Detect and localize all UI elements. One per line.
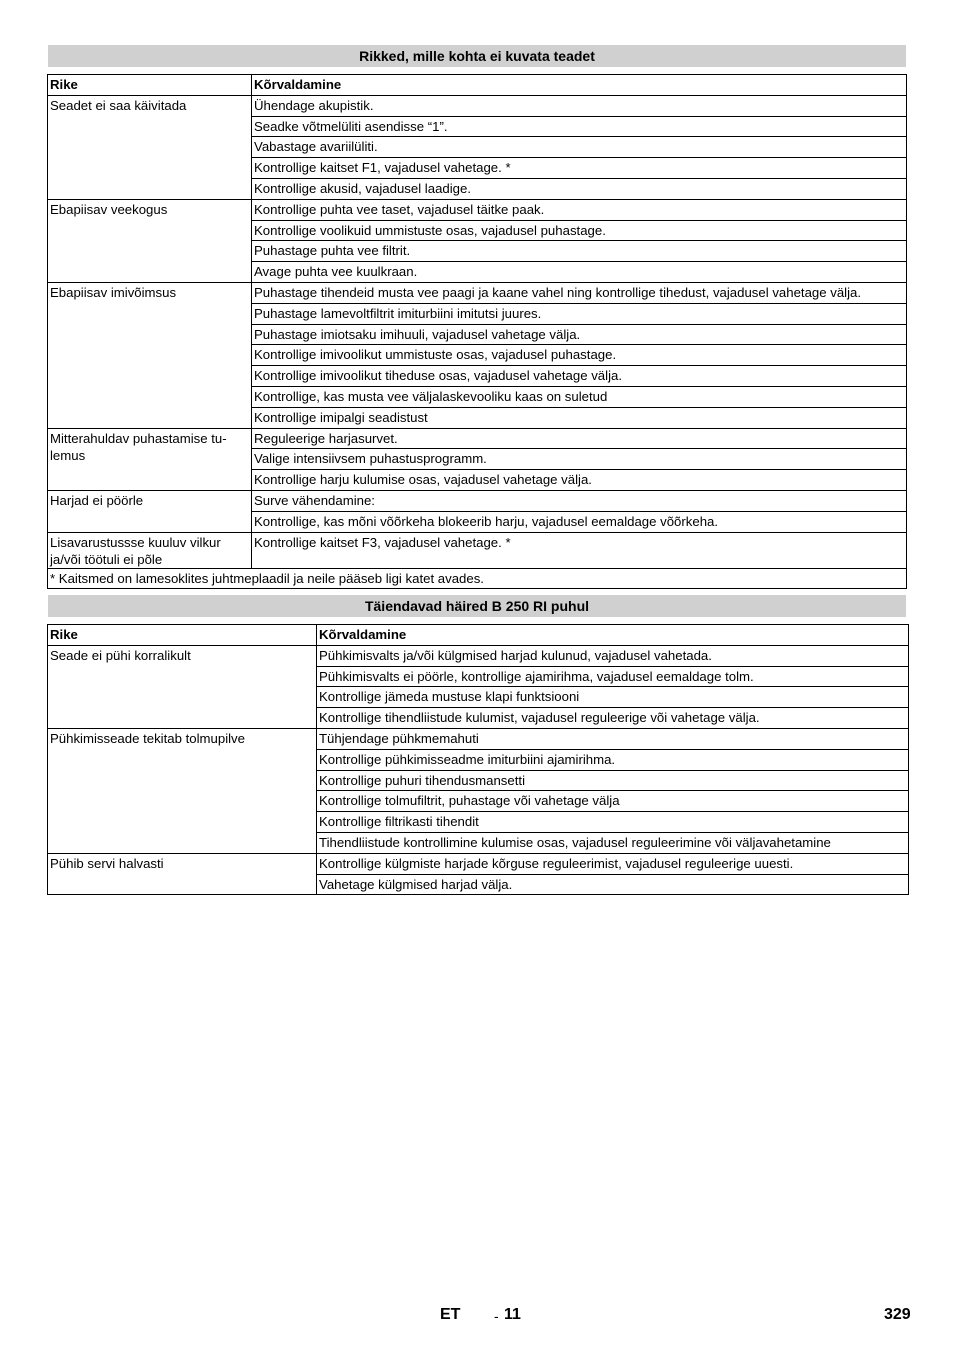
header-remedy: Kõrvaldamine [317, 625, 909, 646]
remedy-cell: Kontrollige harju kulumise osas, vajadusel vahetage välja. [252, 470, 907, 491]
fault-cell: Pühkimisseade tekitab tolmupilve [48, 728, 317, 853]
header-fault: Rike [48, 75, 252, 96]
table-row [48, 199, 907, 220]
section-title-1: Rikked, mille kohta ei kuvata teadet [48, 45, 906, 67]
fault-cell: Ebapiisav veekogus [48, 199, 252, 282]
remedy-cell: Puhastage lamevoltfiltrit imiturbiini imitutsi juures. [252, 303, 907, 324]
remedy-cell: Vabastage avariilüliti. [252, 137, 907, 158]
remedy-cell: Kontrollige tolmufiltrit, puhastage või vahetage välja [317, 791, 909, 812]
remedy-cell: Puhastage imiotsaku imihuuli, vajadusel vahetage välja. [252, 324, 907, 345]
table-row [48, 532, 907, 568]
footer-lang: ET [440, 1306, 461, 1323]
remedy-cell: Avage puhta vee kuulkraan. [252, 262, 907, 283]
remedy-cell: Kontrollige, kas musta vee väljalaskevooliku kaas on suletud [252, 386, 907, 407]
remedy-cell: Kontrollige imipalgi seadistust [252, 407, 907, 428]
remedy-cell: Puhastage tihendeid musta vee paagi ja kaane vahel ning kontrollige tihedust, vajadusel vahetage välja. [252, 282, 907, 303]
header-fault: Rike [48, 625, 317, 646]
header-remedy: Kõrvaldamine [252, 75, 907, 96]
table-row [48, 853, 909, 874]
remedy-cell: Vahetage külgmised harjad välja. [317, 874, 909, 895]
table-header-row [48, 625, 909, 646]
table-header-row [48, 75, 907, 96]
remedy-cell: Kontrollige filtrikasti tihendit [317, 812, 909, 833]
footnote: * Kaitsmed on lamesoklites juhtmeplaadil ja neile pääseb ligi katet avades. [48, 568, 907, 589]
trouble-table-2 [47, 624, 909, 895]
fault-cell: Seadet ei saa käivitada [48, 95, 252, 199]
footer-section-page: 11 [504, 1306, 521, 1323]
table-row [48, 428, 907, 449]
table-row [48, 282, 907, 303]
remedy-cell: Kontrollige jämeda mustuse klapi funktsiooni [317, 687, 909, 708]
table-row [48, 645, 909, 666]
fault-cell: Harjad ei pöörle [48, 490, 252, 532]
trouble-table-1 [47, 74, 907, 589]
remedy-cell: Kontrollige imivoolikut ummistuste osas, vajadusel puhastage. [252, 345, 907, 366]
remedy-cell: Kontrollige imivoolikut tiheduse osas, vajadusel vahetage välja. [252, 366, 907, 387]
fault-cell: Seade ei pühi korralikult [48, 645, 317, 728]
remedy-cell: Kontrollige voolikuid ummistuste osas, vajadusel puhastage. [252, 220, 907, 241]
fault-cell: Lisavarustussse kuuluv vilkur ja/või töötuli ei põle [48, 532, 252, 568]
remedy-cell: Seadke võtmelüliti asendisse “1”. [252, 116, 907, 137]
remedy-cell: Kontrollige külgmiste harjade kõrguse reguleerimist, vajadusel reguleerige uuesti. [317, 853, 909, 874]
remedy-cell: Surve vähendamine: [252, 490, 907, 511]
table-row [48, 728, 909, 749]
note-row [48, 568, 907, 589]
fault-cell: Mitterahuldav puhastamise tu- lemus [48, 428, 252, 490]
remedy-cell: Kontrollige pühkimisseadme imiturbiini ajamirihma. [317, 749, 909, 770]
remedy-cell: Puhastage puhta vee filtrit. [252, 241, 907, 262]
remedy-cell: Tihendliistude kontrollimine kulumise osas, vajadusel reguleerimine või väljavahetamine [317, 832, 909, 853]
table-row [48, 95, 907, 116]
remedy-cell: Reguleerige harjasurvet. [252, 428, 907, 449]
footer-separator: - [494, 1308, 499, 1324]
section-title-2: Täiendavad häired B 250 RI puhul [48, 595, 906, 617]
remedy-cell: Kontrollige kaitset F3, vajadusel vahetage. * [252, 532, 907, 568]
footer-page-number: 329 [884, 1306, 911, 1323]
remedy-cell: Kontrollige kaitset F1, vajadusel vahetage. * [252, 158, 907, 179]
remedy-cell: Kontrollige, kas mõni võõrkeha blokeerib harju, vajadusel eemaldage võõrkeha. [252, 511, 907, 532]
table-row [48, 490, 907, 511]
remedy-cell: Kontrollige puhta vee taset, vajadusel täitke paak. [252, 199, 907, 220]
remedy-cell: Tühjendage pühkmemahuti [317, 728, 909, 749]
remedy-cell: Ühendage akupistik. [252, 95, 907, 116]
remedy-cell: Kontrollige tihendliistude kulumist, vajadusel reguleerige või vahetage välja. [317, 708, 909, 729]
remedy-cell: Pühkimisvalts ei pöörle, kontrollige ajamirihma, vajadusel eemaldage tolm. [317, 666, 909, 687]
fault-cell: Ebapiisav imivõimsus [48, 282, 252, 428]
remedy-cell: Kontrollige akusid, vajadusel laadige. [252, 178, 907, 199]
remedy-cell: Pühkimisvalts ja/või külgmised harjad kulunud, vajadusel vahetada. [317, 645, 909, 666]
fault-cell: Pühib servi halvasti [48, 853, 317, 895]
remedy-cell: Valige intensiivsem puhastusprogramm. [252, 449, 907, 470]
remedy-cell: Kontrollige puhuri tihendusmansetti [317, 770, 909, 791]
